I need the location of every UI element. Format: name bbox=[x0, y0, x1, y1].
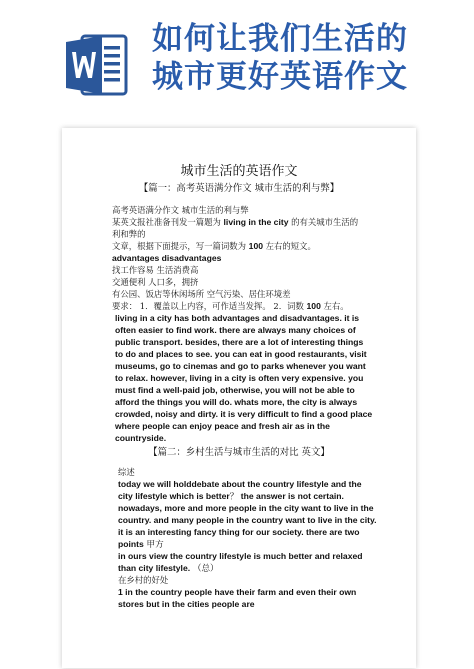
s2-essay-line-8: than city lifestyle. （总） bbox=[118, 563, 219, 574]
document-title: 城市生活的英语作文 bbox=[180, 164, 298, 179]
s2-line-1: 综述 bbox=[118, 467, 135, 477]
s1-line-5: advantages disadvantages bbox=[112, 253, 222, 263]
s1-essay-line-8: afford the things you will do. whats more, the city is always bbox=[115, 397, 358, 407]
headline-line-2: 城市更好英语作文 bbox=[152, 59, 408, 95]
s1-essay-line-11: countryside. bbox=[115, 433, 167, 443]
s2-essay-line-7: in ours view the country lifestyle is much better and relaxed bbox=[118, 551, 363, 561]
s1-essay-line-3: public transport. besides, there are a lot of interesting things bbox=[115, 337, 364, 347]
word-document-icon bbox=[64, 32, 130, 98]
s1-line-8: 有公园、饭店等休闲场所 空气污染、居住环境差 bbox=[112, 289, 291, 299]
headline-line-1: 如何让我们生活的 bbox=[152, 21, 408, 57]
s1-essay-line-10: where people can enjoy peace and fresh air as in the bbox=[115, 421, 330, 431]
s2-essay-line-2: city lifestyle which is better？ the answer is not certain. bbox=[118, 491, 344, 502]
s1-essay-line-4: to do and places to see. you can eat in good restaurants, visit bbox=[115, 349, 367, 359]
s1-line-2: 某英文报社准备刊发一篇题为 living in the city 的有关城市生活的 bbox=[112, 217, 359, 227]
s2-essay-line-10: stores but in the cities people are bbox=[118, 599, 255, 609]
section-2-heading: 【篇二：乡村生活与城市生活的对比 英文】 bbox=[148, 447, 330, 458]
s2-essay-line-6: points 甲方 bbox=[118, 539, 164, 550]
s1-essay-line-7: must find a well-paid job, otherwise, you will not be able to bbox=[115, 385, 355, 395]
banner bbox=[0, 0, 474, 112]
s1-essay-line-6: to relax. however, living in a city is often very expensive. you bbox=[115, 373, 364, 383]
section-1-heading: 【篇一：高考英语满分作文 城市生活的利与弊】 bbox=[138, 183, 340, 194]
s1-line-1: 高考英语满分作文 城市生活的利与弊 bbox=[112, 205, 249, 215]
banner-headline bbox=[152, 20, 464, 96]
s2-essay-line-9: 1 in the country people have their farm and even their own bbox=[118, 587, 357, 597]
s1-essay-line-2: often easier to find work. there are always many choices of bbox=[115, 325, 356, 335]
s2-essay-line-5: it is an interesting fancy thing for our society. there are two bbox=[118, 527, 360, 537]
s2-line-2: 在乡村的好处 bbox=[118, 575, 169, 585]
s2-essay-line-3: nowadays, more and more people in the city want to live in the bbox=[118, 503, 374, 513]
s2-essay-line-1: today we will holddebate about the country lifestyle and the bbox=[118, 479, 362, 489]
s1-essay-line-9: crowded, noisy and dirty. it is very difficult to find a good place bbox=[115, 409, 373, 419]
s1-line-7: 交通便利 人口多，拥挤 bbox=[112, 277, 199, 287]
s2-essay-line-4: country. and many people in the country want to live in the city. bbox=[118, 515, 377, 525]
s1-line-6: 找工作容易 生活消费高 bbox=[112, 265, 199, 275]
s1-line-4: 文章，根据下面提示，写一篇词数为 100 左右的短文。 bbox=[112, 241, 316, 251]
s1-essay-line-5: museums, go to cinemas and go to parks whenever you want bbox=[115, 361, 366, 371]
s1-line-3: 利和弊的 bbox=[112, 229, 146, 239]
s1-line-9: 要求： 1．覆盖以上内容，可作适当发挥。 2．词数 100 左右。 bbox=[112, 301, 349, 311]
s1-essay-line-1: living in a city has both advantages and disadvantages. it is bbox=[115, 313, 360, 323]
document-page bbox=[62, 128, 416, 668]
